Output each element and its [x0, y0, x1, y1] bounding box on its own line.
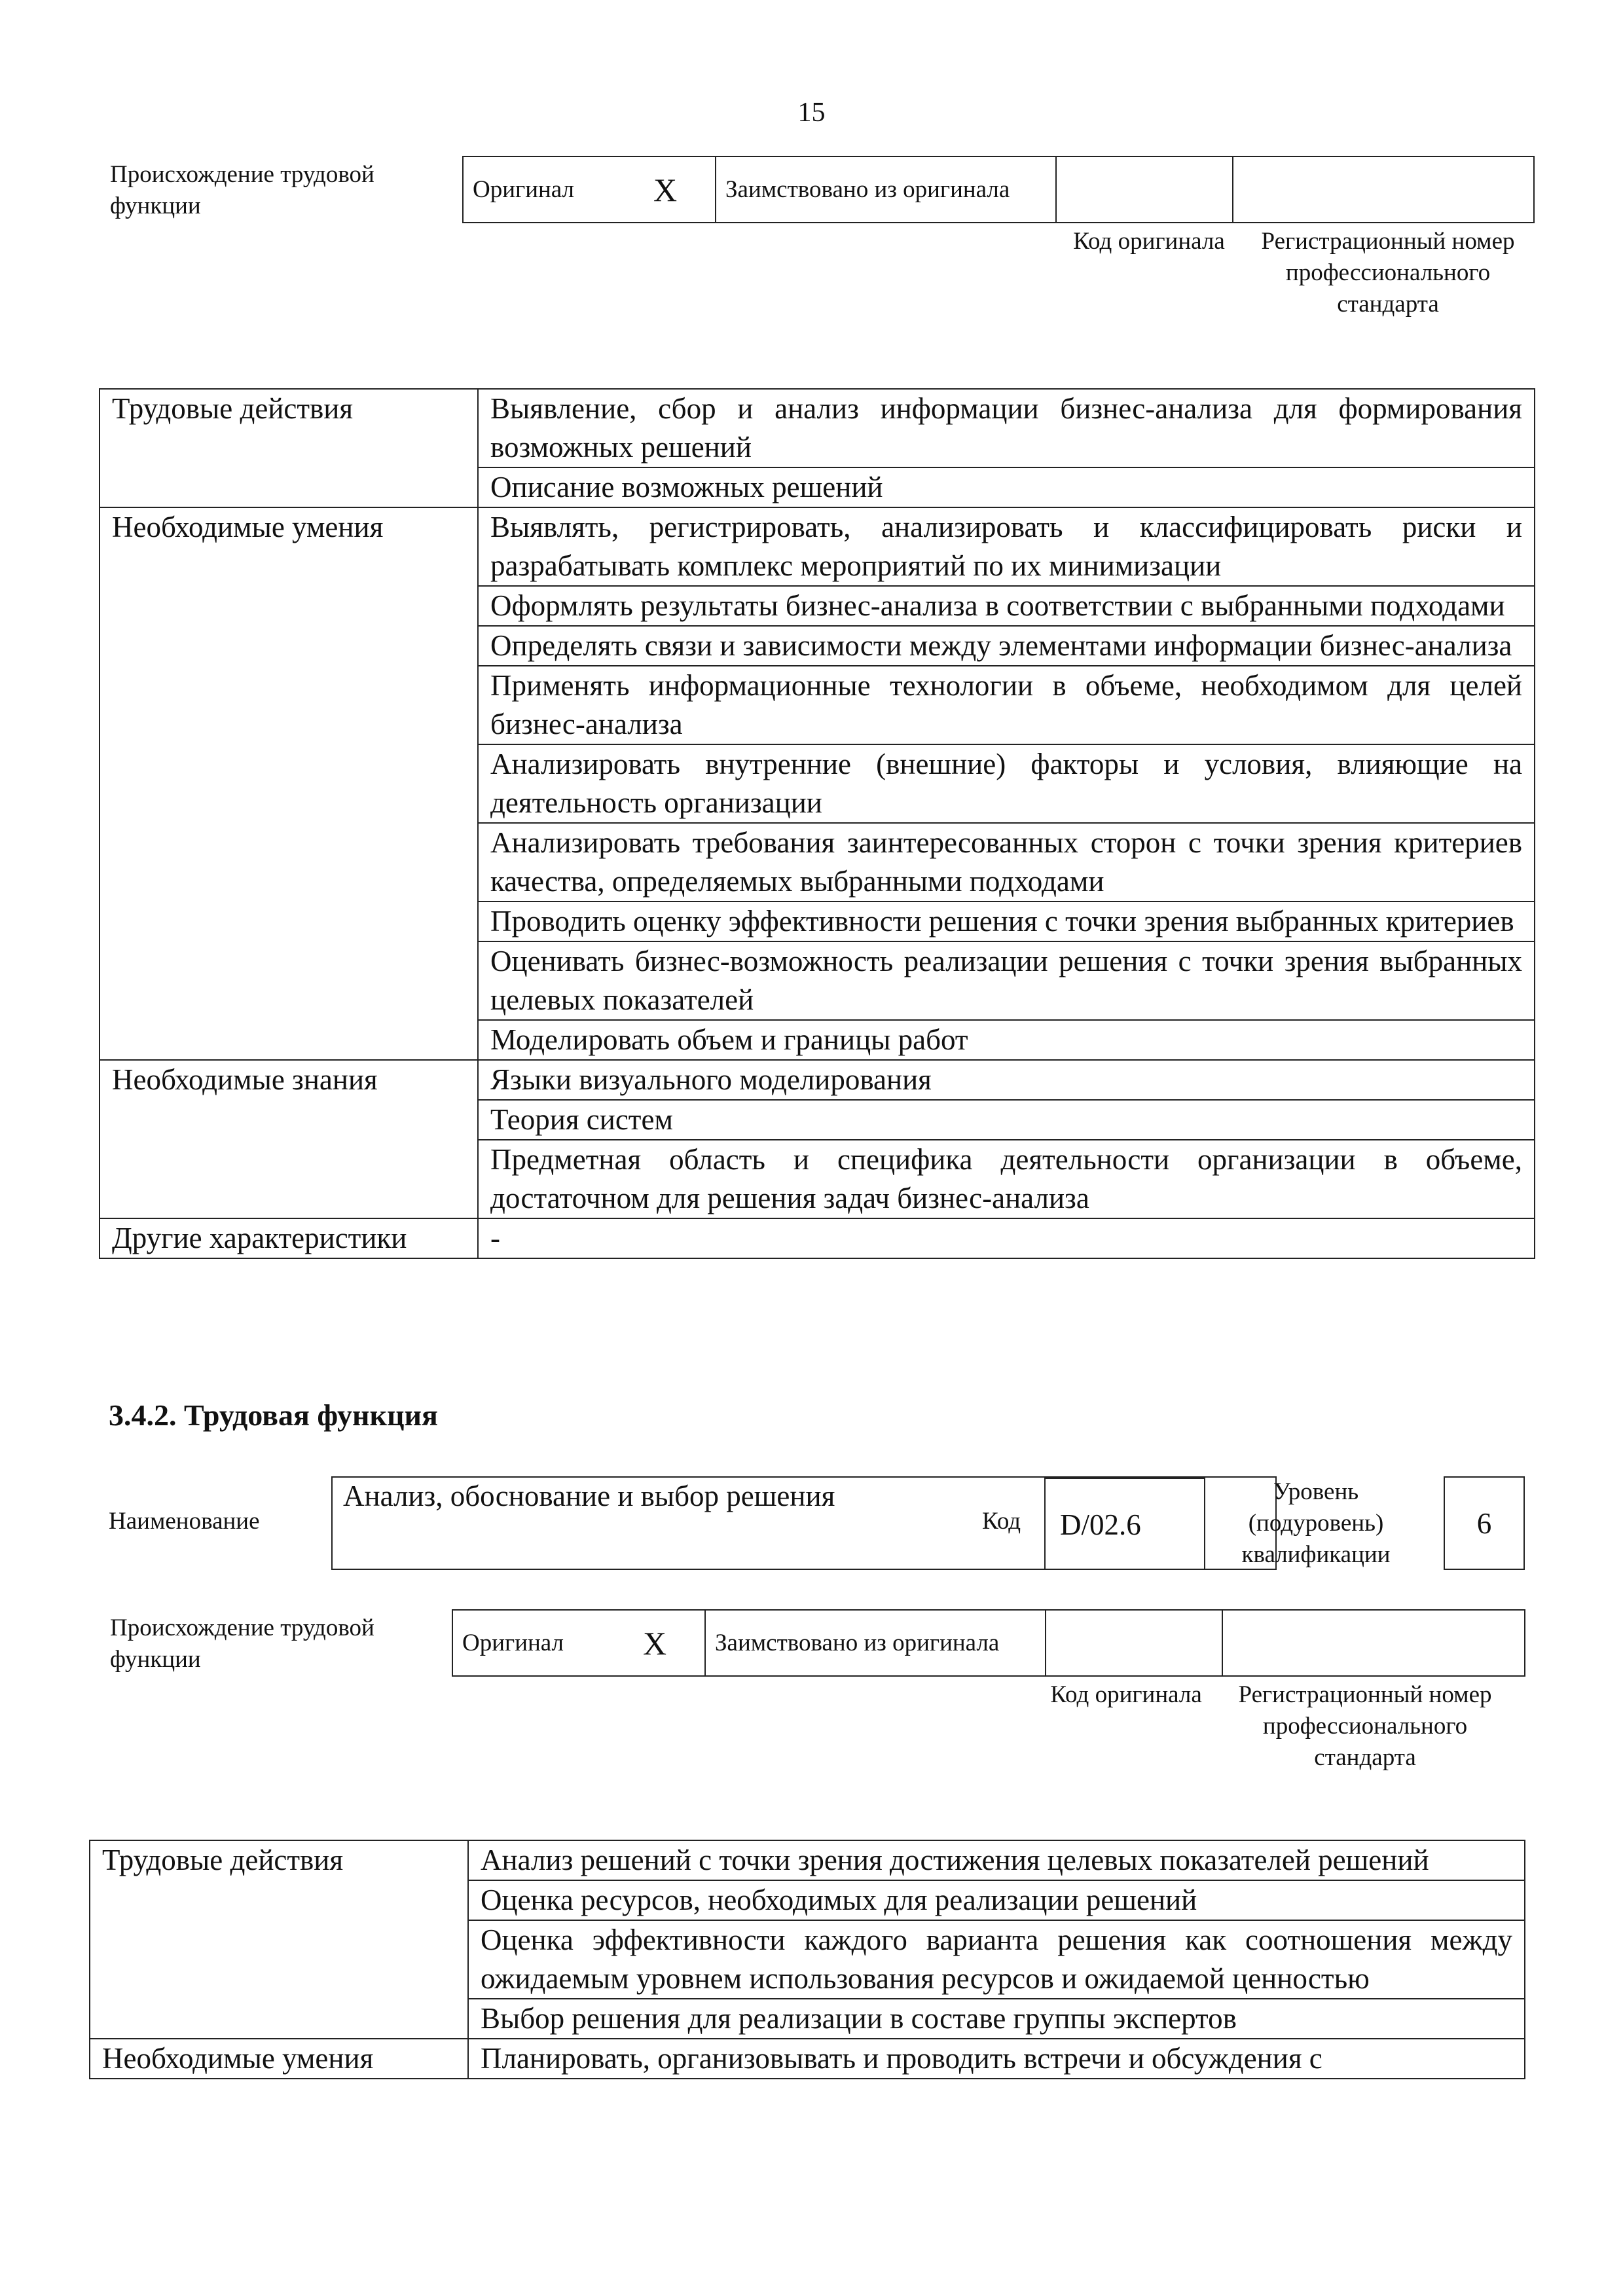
row-text: Теория систем: [478, 1100, 1535, 1140]
table-row: [100, 389, 1535, 467]
row-text: Языки визуального моделирования: [478, 1060, 1535, 1100]
row-text: Оценивать бизнес-возможность реализации решения с точки зрения выбранных целевых показателей: [478, 941, 1535, 1020]
row-category: Необходимые умения: [100, 507, 478, 586]
row-text: Предметная область и специфика деятельности организации в объеме, достаточном для решения задач бизнес-анализа: [478, 1140, 1535, 1218]
row-category: [90, 1920, 468, 1999]
original-mark: X: [644, 156, 716, 223]
code-label: Код: [982, 1508, 1021, 1535]
borrowed-label: Заимствовано из оригинала: [716, 156, 1056, 223]
table-row: [100, 586, 1535, 626]
row-text: Анализировать внутренние (внешние) факторы и условия, влияющие на деятельность организации: [478, 744, 1535, 823]
row-category: Необходимые знания: [100, 1060, 478, 1100]
row-text: Применять информационные технологии в объеме, необходимом для целей бизнес-анализа: [478, 666, 1535, 744]
row-text: Оценка эффективности каждого варианта решения как соотношения между ожидаемым уровнем использования ресурсов и ожидаемой ценностью: [468, 1920, 1525, 1999]
table-row: [100, 1020, 1535, 1060]
original-label: Оригинал: [463, 156, 644, 223]
registration-number-cell: [1233, 156, 1534, 223]
registration-number-cell: [1222, 1610, 1525, 1676]
row-text: Проводить оценку эффективности решения с точки зрения выбранных критериев: [478, 902, 1535, 941]
registration-caption: Регистрационный номер профессионального стандарта: [1238, 1681, 1492, 1771]
table-row: [100, 666, 1535, 744]
row-text: Планировать, организовывать и проводить встречи и обсуждения с: [468, 2039, 1525, 2079]
row-text: Анализ решений с точки зрения достижения целевых показателей решений: [468, 1840, 1525, 1880]
table-row: [90, 1920, 1525, 1999]
original-label: Оригинал: [452, 1610, 634, 1676]
origin-table: [452, 1609, 1525, 1677]
row-category: [100, 744, 478, 823]
row-text: Определять связи и зависимости между элементами информации бизнес-анализа: [478, 626, 1535, 666]
table-row: [100, 507, 1535, 586]
code-caption: Код оригинала: [1050, 1681, 1202, 1708]
row-category: [100, 586, 478, 626]
original-code-cell: [1046, 1610, 1222, 1676]
row-text: Выбор решения для реализации в составе группы экспертов: [468, 1999, 1525, 2039]
row-category: [100, 1100, 478, 1140]
table-row: [100, 1218, 1535, 1258]
row-text: Оформлять результаты бизнес-анализа в соответствии с выбранными подходами: [478, 586, 1535, 626]
functions-table: [89, 1840, 1525, 2079]
name-label: Наименование: [109, 1508, 260, 1535]
table-row: [90, 1840, 1525, 1880]
origin-label: Происхождение трудовой функции: [110, 161, 374, 219]
row-category: [90, 1999, 468, 2039]
level-value: 6: [1444, 1476, 1525, 1570]
row-text: Анализировать требования заинтересованных сторон с точки зрения критериев качества, определяемых выбранными подходами: [478, 823, 1535, 902]
table-row: [100, 823, 1535, 902]
origin-table: [462, 156, 1535, 223]
code-value: D/02.6: [1044, 1478, 1205, 1570]
table-row: [90, 1880, 1525, 1920]
table-row: [100, 744, 1535, 823]
row-category: [100, 941, 478, 1020]
row-category: [100, 626, 478, 666]
table-row: [100, 1140, 1535, 1218]
functions-table: [99, 388, 1535, 1259]
table-row: [100, 941, 1535, 1020]
table-row: [90, 1999, 1525, 2039]
table-row: [100, 902, 1535, 941]
origin-label: Происхождение трудовой функции: [110, 1614, 374, 1673]
row-text: Моделировать объем и границы работ: [478, 1020, 1535, 1060]
name-value: Анализ, обоснование и выбор решения: [331, 1476, 1277, 1570]
row-text: Описание возможных решений: [478, 467, 1535, 507]
row-category: [100, 666, 478, 744]
original-mark: X: [634, 1610, 705, 1676]
row-category: [100, 467, 478, 507]
row-category: [100, 1140, 478, 1218]
row-text: Выявление, сбор и анализ информации бизнес-анализа для формирования возможных решений: [478, 389, 1535, 467]
row-category: [100, 902, 478, 941]
table-row: [100, 626, 1535, 666]
table-row: [100, 1100, 1535, 1140]
row-category: [100, 823, 478, 902]
row-text: -: [478, 1218, 1535, 1258]
page-number: 15: [797, 98, 826, 128]
row-category: [100, 1020, 478, 1060]
table-row: [100, 1060, 1535, 1100]
registration-caption: Регистрационный номер профессионального стандарта: [1261, 228, 1515, 318]
code-caption: Код оригинала: [1073, 228, 1225, 255]
level-label: Уровень (подуровень) квалификации: [1241, 1478, 1391, 1568]
row-text: Выявлять, регистрировать, анализировать и классифицировать риски и разрабатывать комплекс мероприятий по их минимизации: [478, 507, 1535, 586]
original-code-cell: [1056, 156, 1233, 223]
row-category: [90, 1880, 468, 1920]
row-category: Трудовые действия: [100, 389, 478, 467]
table-row: [100, 467, 1535, 507]
row-category: Необходимые умения: [90, 2039, 468, 2079]
section-heading: 3.4.2. Трудовая функция: [109, 1398, 438, 1432]
row-text: Оценка ресурсов, необходимых для реализации решений: [468, 1880, 1525, 1920]
table-row: [90, 2039, 1525, 2079]
row-category: Трудовые действия: [90, 1840, 468, 1880]
row-category: Другие характеристики: [100, 1218, 478, 1258]
borrowed-label: Заимствовано из оригинала: [705, 1610, 1046, 1676]
